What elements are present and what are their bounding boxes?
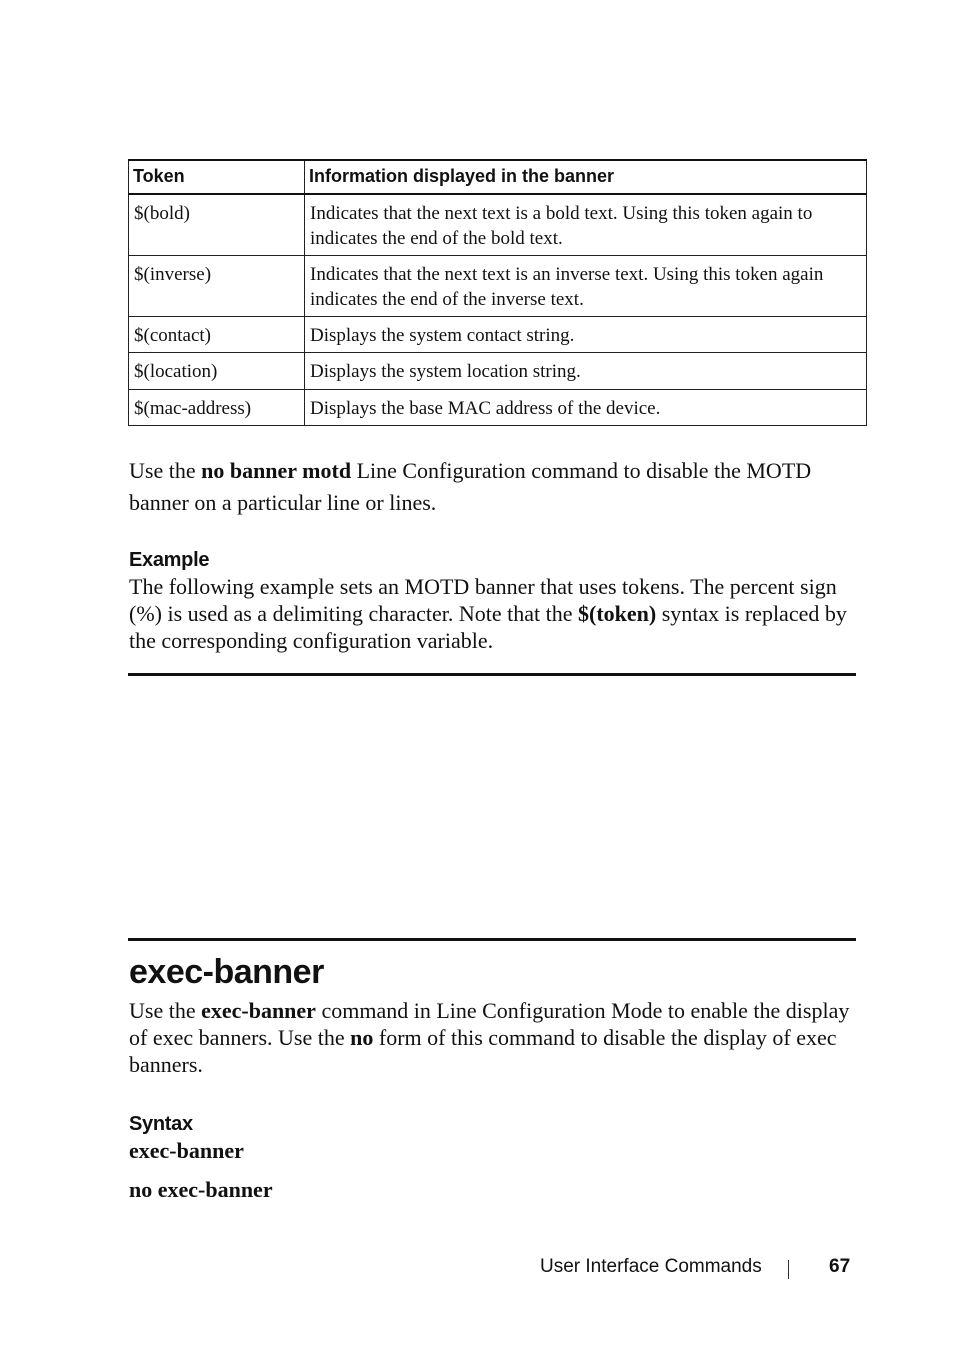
info-cell: Displays the base MAC address of the device. [305, 390, 867, 426]
table-row [129, 194, 867, 256]
exec-banner-command: exec-banner [201, 998, 316, 1023]
syntax-heading: Syntax [129, 1113, 193, 1135]
column-header-info: Information displayed in the banner [305, 160, 867, 194]
page-title: exec-banner [129, 953, 324, 991]
footer-separator [788, 1260, 789, 1279]
token-table [128, 159, 867, 426]
page-number: 67 [829, 1256, 851, 1277]
no-banner-paragraph: Use the no banner motd Line Configuration command to disable the MOTD banner on a particular line or lines. [129, 458, 812, 515]
token-cell: $(bold) [129, 194, 305, 256]
info-cell: Displays the system contact string. [305, 317, 867, 353]
table-header-row [129, 160, 867, 194]
token-cell: $(location) [129, 353, 305, 390]
info-cell: Indicates that the next text is an inverse text. Using this token again indicates the end of the inverse text. [305, 256, 867, 317]
token-cell: $(contact) [129, 317, 305, 353]
table-row [129, 317, 867, 353]
section-divider [128, 938, 856, 941]
token-cell: $(inverse) [129, 256, 305, 317]
table-row [129, 256, 867, 317]
example-paragraph: The following example sets an MOTD banner that uses tokens. The percent sign (%) is used as a delimiting character. Note that the $(token) syntax is replaced by the corresponding configuration variable. [129, 574, 847, 653]
no-banner-command: no banner motd [201, 458, 352, 483]
section-divider-top [128, 673, 856, 676]
table-row [129, 353, 867, 390]
exec-banner-description: Use the exec-banner command in Line Configuration Mode to enable the display of exec banners. Use the no form of this command to disable the display of exec banners. [129, 998, 850, 1077]
syntax-line: exec-banner [129, 1138, 244, 1163]
token-syntax: $(token) [578, 601, 657, 626]
table-row [129, 390, 867, 426]
info-cell: Indicates that the next text is a bold text. Using this token again to indicates the end of the bold text. [305, 194, 867, 256]
info-cell: Displays the system location string. [305, 353, 867, 390]
no-keyword: no [350, 1025, 374, 1050]
syntax-line: no exec-banner [129, 1177, 273, 1202]
column-header-token: Token [129, 160, 305, 194]
example-heading: Example [129, 549, 210, 571]
footer-section-name: User Interface Commands [540, 1256, 762, 1277]
token-cell: $(mac-address) [129, 390, 305, 426]
